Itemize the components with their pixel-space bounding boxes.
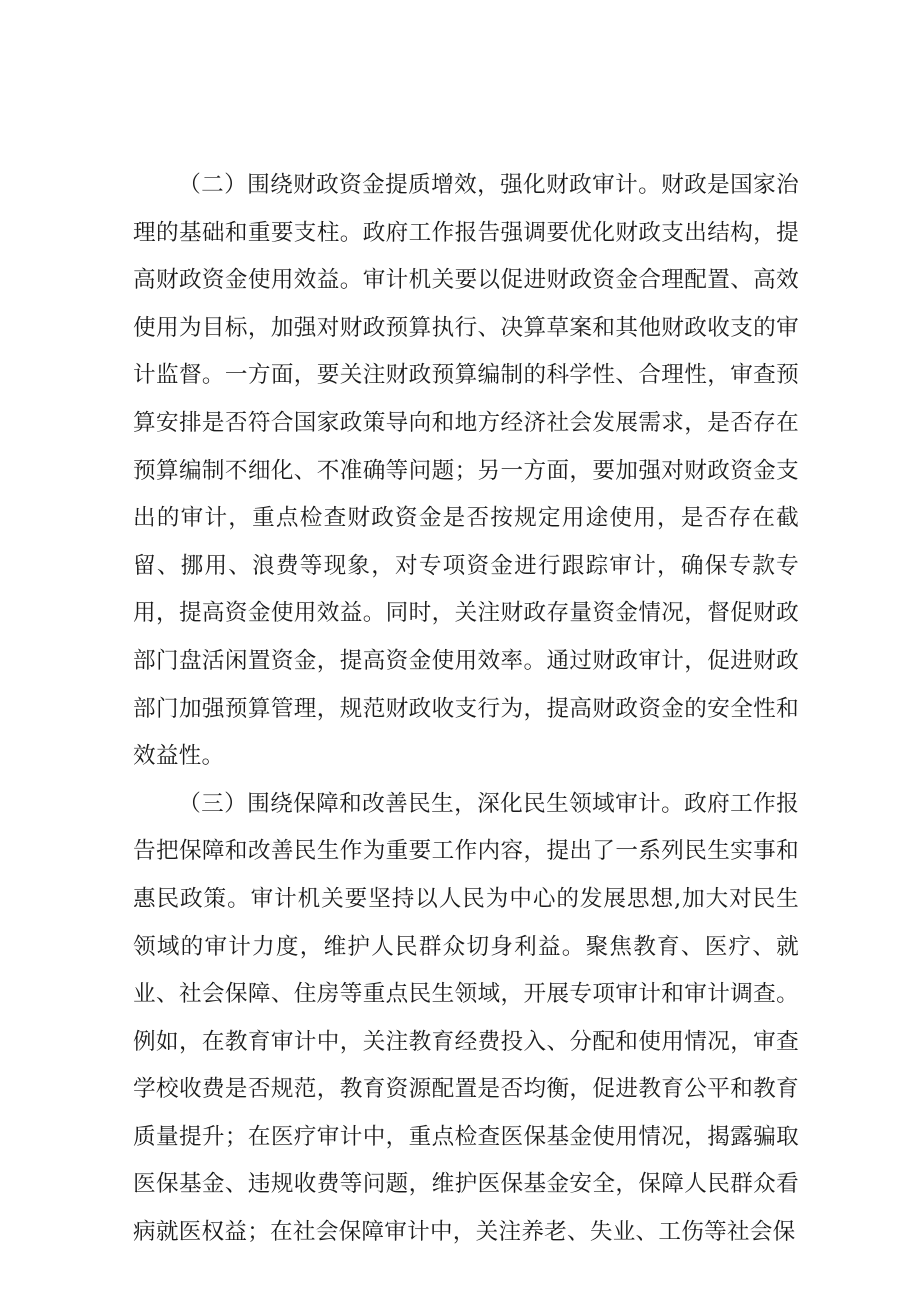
document-body [133,162,799,1257]
paragraph-livelihood-audit: （三）围绕保障和改善民生，深化民生领域审计。政府工作报告把保障和改善民生作为重要工作内容，提出了一系列民生实事和惠民政策。审计机关要坚持以人民为中心的发展思想,加大对民生领域的审计力度，维护人民群众切身利益。聚焦教育、医疗、就业、社会保障、住房等重点民生领域，开展专项审计和审计调查。例如，在教育审计中，关注教育经费投入、分配和使用情况，审查学校收费是否规范，教育资源配置是否均衡，促进教育公平和教育质量提升；在医疗审计中，重点检查医保基金使用情况，揭露骗取医保基金、违规收费等问题，维护医保基金安全，保障人民群众看病就医权益；在社会保障审计中，关注养老、失业、工伤等社会保 [133,790,799,1246]
paragraph-fiscal-audit: （二）围绕财政资金提质增效，强化财政审计。财政是国家治理的基础和重要支柱。政府工作报告强调要优化财政支出结构，提高财政资金使用效益。审计机关要以促进财政资金合理配置、高效使用为目标，加强对财政预算执行、决算草案和其他财政收支的审计监督。一方面，要关注财政预算编制的科学性、合理性，审查预算安排是否符合国家政策导向和地方经济社会发展需求，是否存在预算编制不细化、不准确等问题；另一方面，要加强对财政资金支出的审计，重点检查财政资金是否按规定用途使用，是否存在截留、挪用、浪费等现象，对专项资金进行跟踪审计，确保专款专用，提高资金使用效益。同时，关注财政存量资金情况，督促财政部门盘活闲置资金，提高资金使用效率。通过财政审计，促进财政部门加强预算管理，规范财政收支行为，提高财政资金的安全性和效益性。 [133,172,799,770]
